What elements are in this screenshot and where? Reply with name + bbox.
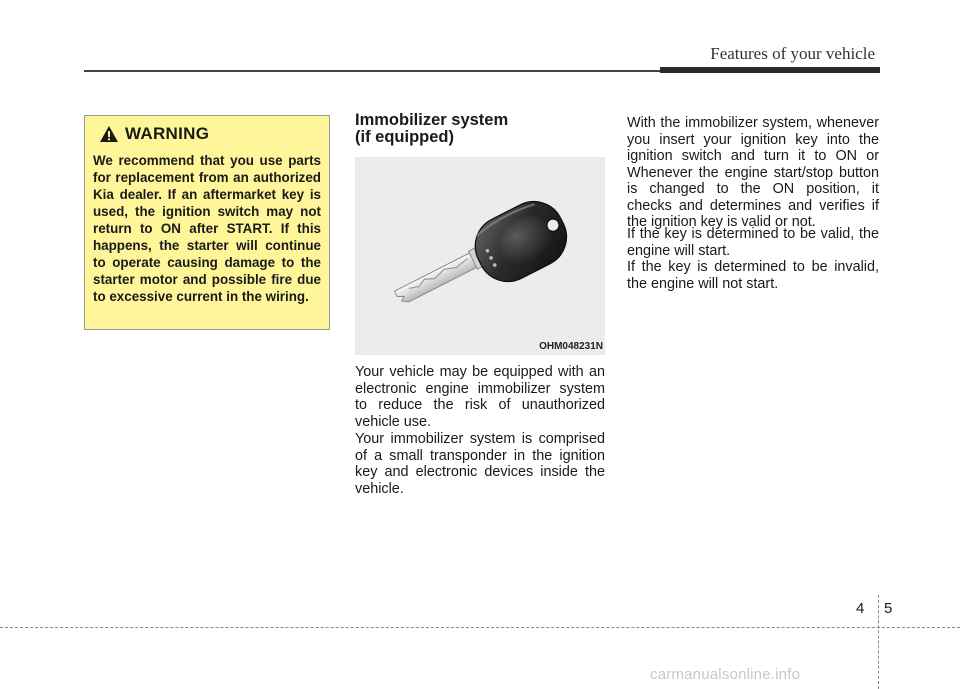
ignition-key-illustration: [355, 157, 605, 355]
immobilizer-heading-line2: (if equipped): [355, 128, 454, 146]
immobilizer-paragraph: Your immobilizer system is comprised of a small transponder in the ignition key and electronic devices inside the vehicle.: [355, 431, 605, 497]
warning-box: [84, 115, 330, 330]
warning-text: We recommend that you use parts for replacement from an authorized Kia dealer. If an aftermarket key is used, the ignition switch may not return to ON after START. If this happens, the starter will continue to operate causing damage to the starter motor and possible fire due to excessive current in the wiring.: [93, 153, 321, 304]
immobilizer-heading: [355, 112, 605, 146]
section-title: Features of your vehicle: [710, 44, 875, 63]
immobilizer-heading-line1: Immobilizer system: [355, 111, 509, 129]
right-paragraph: If the key is determined to be invalid, the engine will not start.: [627, 259, 879, 292]
right-paragraph: If the key is determined to be valid, the engine will start.: [627, 226, 879, 259]
right-paragraph: With the immobilizer system, whenever you insert your ignition key into the ignition switch and turn it to ON or Whenever the engine start/stop button is changed to the ON position, it checks and determines and verifies if the ignition key is valid or not.: [627, 115, 879, 230]
ignition-key-image: [355, 157, 605, 355]
warning-title: WARNING: [125, 124, 210, 143]
page-number: 5: [884, 600, 893, 617]
header-rule-accent: [660, 67, 880, 73]
warning-header: [99, 124, 321, 144]
chapter-number: 4: [856, 600, 865, 617]
warning-triangle-icon: [99, 125, 119, 143]
figure-code: OHM048231N: [539, 341, 603, 352]
footer-rule: [0, 627, 960, 628]
immobilizer-paragraph: Your vehicle may be equipped with an electronic engine immobilizer system to reduce the risk of unauthorized vehicle use.: [355, 364, 605, 430]
watermark-text: carmanualsonline.info: [650, 666, 801, 683]
footer-divider: [878, 595, 879, 689]
